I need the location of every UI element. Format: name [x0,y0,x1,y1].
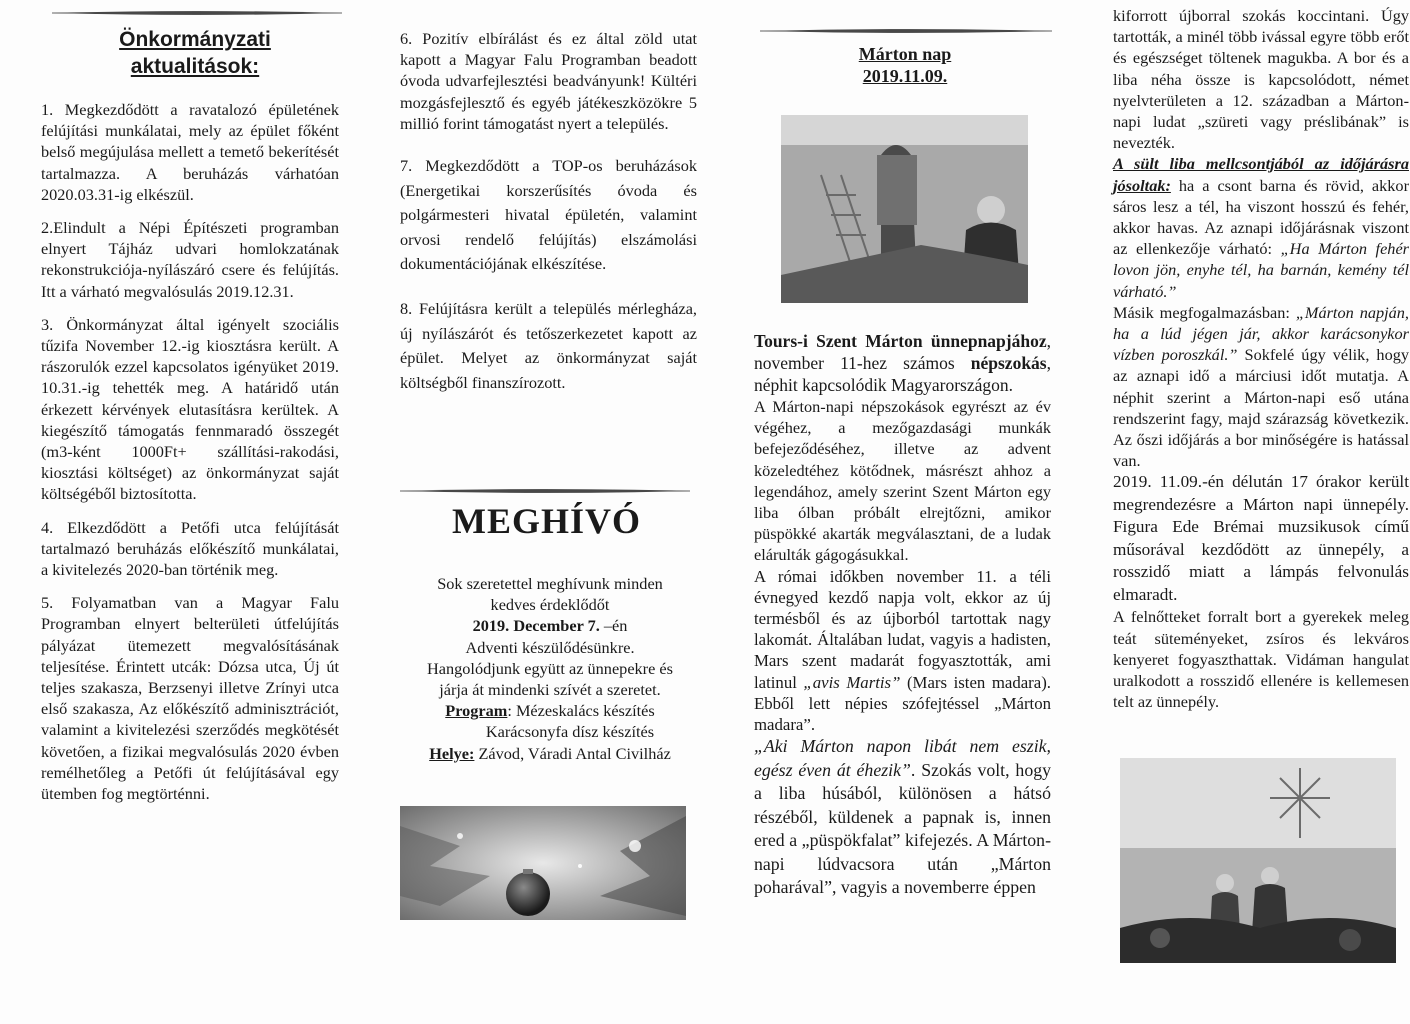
article-column-2 [400,28,697,395]
article-column-4 [1113,5,1409,712]
paragraph: 6. Pozitív elbírálást és ez által zöld utat kapott a Magyar Falu Programban beadott óvoda udvarfejlesztési beadványunk! Kültéri mozgásfejlesztő és egyéb játékeszközökre 5 millió forint támogatást nyert a település. [400,29,697,133]
paragraph: 3. Önkormányzat által igényelt szociális tűzifa November 12.-ig kiosztásra került. A rászorulók ezzel kapcsolatos igényüket 2019. 10.31.-ig tehették meg. A határidő után érkezett kérvények elutasításra kerültek. A kiegészítő támogatás fennmaradó összegét (m3-ként 1000Ft+ szállítási-rakodási, kiosztási költséget) az önkormányzat saját költségéből biztosította. [41,314,339,504]
celebration-photo [1120,758,1396,963]
top-ornament-rule [52,9,342,17]
article-column-1 [41,99,339,804]
paragraph: 4. Elkezdődött a Petőfi utca felújítását tartalmazó beruházás előkészítő munkálatai, a kivitelezés 2020-ban történik meg. [41,517,339,580]
paragraph: „Aki Márton napon libát nem eszik, egész éven át éhezik”. Szokás volt, hogy a liba húsából, különösen a hátsó részéből, küldenek a papnak is, innen ered a „püspökfalat” kifejezés. A Márton-napi lúdvacsora után „Márton poharával”, vagyis a novemberre éppen [754,736,1051,898]
invite-ornament-rule [400,487,690,495]
paragraph: A római időkben november 11. a téli évnegyed kezdő napja volt, ekkor az új termésből és az újborból tartottak nagy lakomát. Általában ludat, vagyis a hadisten, Mars szent madarát fogyasztották, ami latinul „avis Martis” (Mars isten madara). Ebből lett népies szófejtéssel „Márton madara”. [754,566,1051,735]
paragraph: Másik megfogalmazásban: „Márton napján, ha a lúd jégen jár, akkor karácsonykor vízben poroszkál.” Sokfelé úgy vélik, hogy az aznapi idő a márciusi időt mutatja. A néphit szerint a Márton-napi eső utána rendszerint fagy, majd szárazság következik. Az őszi időjárás a bor minőségére is hatással van. [1113,302,1409,471]
invitation-text: Sok szeretettel meghívunk minden kedves érdeklődőt 2019. December 7. –én Adventi készülődésünkre. Hangolódjunk együtt az ünnepekre és járja át mindenki szívét a szeretet. Program: Mézeskalács készítés Karácsonyfa dísz készítés Helye: Závod, Váradi Antal Civilház [427,574,673,763]
paragraph: A felnőtteket forralt bort a gyerekek meleg teát süteményeket, zsíros és lekváros kenyeret fogyaszthattak. Vidáman hangulat uralkodott a rosszidő ellenére is kellemesen telt az ünnepély. [1113,607,1409,712]
paragraph: A sült liba mellcsontjából az időjárásra jósoltak: ha a csont barna és rövid, akkor sáros lesz a tél, ha viszont hosszú és fehér, akkor havas. Az aznapi időjárásnak viszont az ellenkezője várható: „Ha Márton fehér lovon jön, enyhe tél, ha barnán, kemény tél várható.” [1113,154,1410,301]
paragraph: A Márton-napi népszokások egyrészt az év végéhez, a mezőgazdasági munkák befejeződéséhez, illetve az advent közeledtéhez kötődnek, másrészt ahhoz a legendához, amely szerint Szent Márton egy liba ólban próbált elrejtőzni, amikor püspökké akarták megválasztani, de a ludak elárulták gágogásukkal. [754,397,1051,565]
article-column-3: Tours-i Szent Márton ünnepnapjához, november 11-hez számos népszokás, néphit kapcsolódik Magyarországon. A Márton-napi népszokások egyrészt az év végéhez, a mezőgazdasági munkák befejeződéséhez, illetve az advent közeledtéhez kötődnek, másrészt ahhoz a legendához, amely szerint Szent Márton egy liba ólban próbált elrejtőzni, amikor püspökké akarták megválasztani, de a ludak elárulták gágogásukkal. A római időkben november 11. a téli évnegyed kezdő napja volt, ekkor az új termésből és az újborból tartottak nagy lakomát. Általában ludat, vagyis a hadisten, Mars szent madarát fogyasztották, ami latinul „avis Martis” (Mars isten madara). Ebből lett népies szófejtéssel „Márton madara”. „Aki Márton napon libát nem eszik, egész éven át éhezik”. Szokás volt, hogy a liba húsából, különösen a hátsó részéből, küldenek a papnak is, innen ered a „püspökfalat” kifejezés. A Márton-napi lúdvacsora után „Márton poharával”, vagyis a novemberre éppen [754,330,1051,900]
section-title: Önkormányzati aktualitások: [119,28,271,78]
christmas-ornament-photo [400,806,686,920]
paragraph: 2.Elindult a Népi Építészeti programban elnyert Tájház udvari homlokzatának rekonstrukciója-nyílászáró csere és felújítás. Itt a várható megvalósulás 2019.12.31. [41,218,339,301]
marton-ornament-rule [760,27,1052,35]
invite-title: MEGHÍVÓ [452,501,642,541]
paragraph: 2019. 11.09.-én délután 17 órakor került megrendezésre a Márton napi ünnepély. Figura Ede Brémai muzsikusok című műsorával kezdődött az ünnepély, a rosszidő miatt a lámpás felvonulás elmaradt. [1113,472,1409,604]
paragraph: 1. Megkezdődött a ravatalozó épületének felújítási munkálatai, mely az épület főként belső megújulása mellett a temető bekerítését tartalmazza. A beruházás várhatóan 2020.03.31-ig elkészül. [41,100,339,204]
marton-performance-photo [781,115,1028,303]
marton-title: Márton nap 2019.11.09. [858,44,952,86]
paragraph: 8. Felújításra került a település mérlegháza, új nyílászárót és tetőszerkezetet kapott az épület. Melyet az önkormányzat saját költségből finanszírozott. [400,298,697,392]
paragraph: 7. Megkezdődött a TOP-os beruházások (Energetikai korszerűsítés óvoda és polgármesteri hivatal épületén, valamint orvosi rendelő felújítás) elszámolási dokumentációjának elkészítése. [400,156,697,274]
paragraph: kiforrott újborral szokás koccintani. Úgy tartották, a minél több ivással egyre több erőt és egészséget töltenek magukba. A bor és a liba néha össze is kapcsolódott, német nyelvterületen a 12. században a Márton-napi ludat „szüreti vagy préslibának” is nevezték. [1113,6,1409,153]
paragraph: 5. Folyamatban van a Magyar Falu Programban elnyert belterületi útfelújítás pályázat ütemezett megvalósításának teljesítése. Érintett utcák: Dózsa utca, Új út teljes szakasza, Berzsenyi illetve Zrínyi utca első szakasza, Az előkészítő adminisztrációt, valamint a kivitelezési szerződés megkötését követően, a fizikai megvalósulás 2020 évben remélhetőleg a Petőfi út felújításával egy ütemben fog megtörténni. [41,593,339,804]
